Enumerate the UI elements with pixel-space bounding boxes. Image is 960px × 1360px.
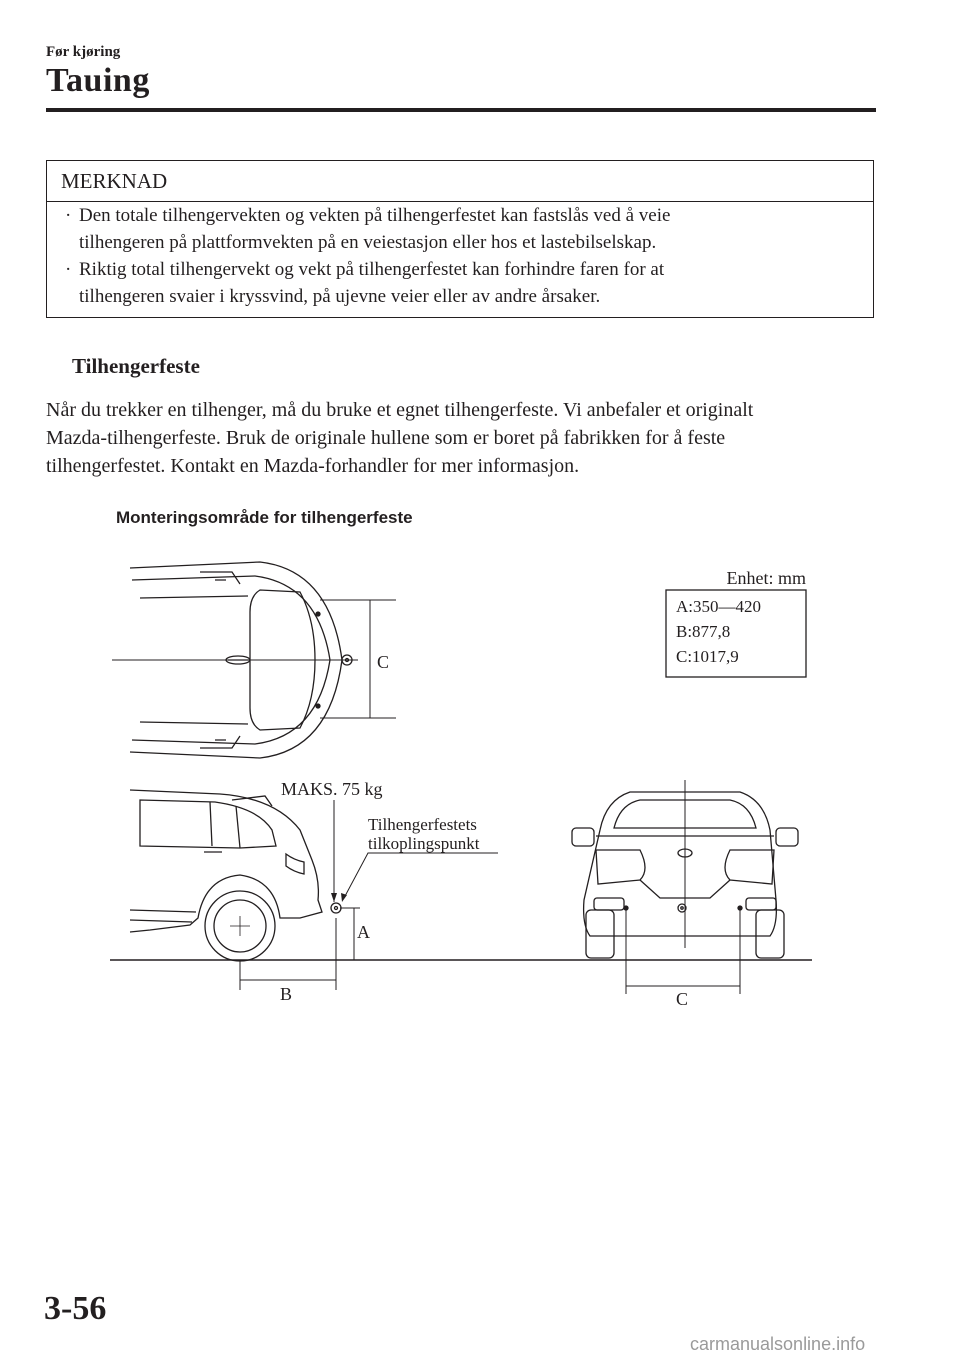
spec-b: B:877,8 xyxy=(676,622,731,641)
coupling-point-pointer xyxy=(344,853,498,898)
dimension-c-rear xyxy=(626,908,740,994)
subheading: Tilhengerfeste xyxy=(72,354,200,378)
dimension-b xyxy=(240,918,336,990)
note-line: Den totale tilhengervekten og vekten på tilhengerfestet kan fastslås ved å veie xyxy=(79,205,671,226)
watermark-link[interactable]: carmanualsonline.info xyxy=(690,1334,866,1354)
figure-caption: Monteringsområde for tilhengerfeste xyxy=(116,508,413,527)
note-line: tilhengeren svaier i kryssvind, på ujevne veier eller av andre årsaker. xyxy=(79,286,601,307)
coupling-point-label: Tilhengerfestets xyxy=(368,815,477,834)
coupling-point-label: tilkoplingspunkt xyxy=(368,834,480,853)
bullet-icon: · xyxy=(65,259,72,280)
car-top-view xyxy=(112,562,358,758)
label-b: B xyxy=(280,984,293,1004)
note-line: Riktig total tilhengervekt og vekt på tilhengerfestet kan forhindre faren for at xyxy=(79,259,665,280)
spec-c: C:1017,9 xyxy=(676,647,739,666)
section-label: Før kjøring xyxy=(46,44,121,60)
bullet-icon: · xyxy=(65,205,72,226)
unit-label: Enhet: mm xyxy=(726,568,806,588)
max-load-label: MAKS. 75 kg xyxy=(281,779,383,799)
car-side-view xyxy=(130,790,341,961)
page-number: 3-56 xyxy=(44,1290,107,1327)
paragraph-line: Mazda-tilhengerfeste. Bruk de originale hullene som er boret på fabrikken for å feste xyxy=(46,427,726,449)
note-line: tilhengeren på plattformvekten på en veiestasjon eller hos et lastebilselskap. xyxy=(79,232,657,253)
page-title: Tauing xyxy=(46,62,150,99)
car-rear-view xyxy=(572,780,798,958)
label-c-rear: C xyxy=(676,989,689,1009)
label-c-top: C xyxy=(377,652,390,672)
paragraph-line: Når du trekker en tilhenger, må du bruke et egnet tilhengerfeste. Vi anbefaler et originalt xyxy=(46,399,754,421)
label-a: A xyxy=(357,922,370,942)
note-heading: MERKNAD xyxy=(47,161,873,202)
paragraph-line: tilhengerfestet. Kontakt en Mazda-forhandler for mer informasjon. xyxy=(46,455,580,477)
spec-a: A:350—420 xyxy=(676,597,761,616)
